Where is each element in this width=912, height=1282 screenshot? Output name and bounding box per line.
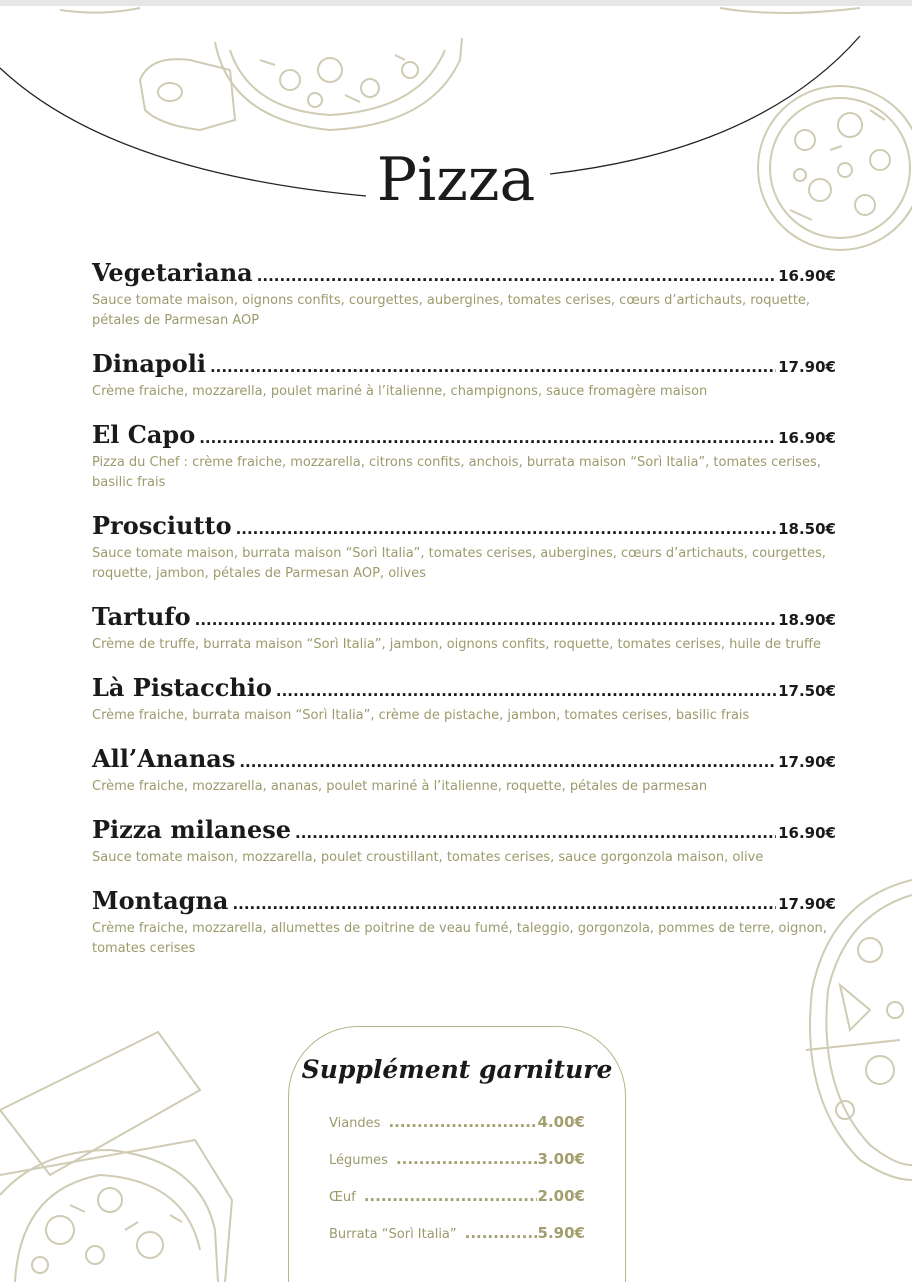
item-description: Crème de truffe, burrata maison “Sorì Italia”, jambon, oignons confits, roquette, tomates cerises, huile de truffe (92, 637, 821, 652)
menu-item (92, 744, 836, 797)
item-name: Pizza milanese (92, 815, 292, 844)
item-description: Crème fraiche, burrata maison “Sorì Italia”, crème de pistache, jambon, tomates cerises, basilic frais (92, 708, 750, 723)
item-price: 17.50€ (778, 682, 836, 700)
item-price: 18.90€ (778, 611, 836, 629)
dot-leader (232, 895, 776, 913)
item-price: 17.90€ (778, 895, 836, 913)
menu-item (92, 815, 836, 868)
supplement-price: 5.90€ (537, 1224, 585, 1242)
menu-item (92, 349, 836, 402)
item-description: Crème fraiche, mozzarella, ananas, poulet mariné à l’italienne, roquette, pétales de parmesan (92, 779, 708, 794)
item-name: Tartufo (92, 602, 191, 631)
supplement-name: Viandes (329, 1116, 381, 1131)
item-description: Sauce tomate maison, burrata maison “Sorì Italia”, tomates cerises, aubergines, cœurs d’artichauts, courgettes, roquette, jambon, pétales de Parmesan AOP, olives (92, 546, 826, 581)
item-name: El Capo (92, 420, 196, 449)
page-title: Pizza (376, 145, 536, 215)
supplement-name: Œuf (329, 1190, 356, 1205)
dot-leader (195, 611, 776, 629)
supplement-row (329, 1150, 585, 1187)
supplement-name: Légumes (329, 1153, 388, 1168)
dot-leader (364, 1187, 537, 1205)
menu-item (92, 258, 836, 331)
dot-leader (210, 358, 776, 376)
item-description: Crème fraiche, mozzarella, poulet mariné à l’italienne, champignons, sauce fromagère maison (92, 384, 708, 399)
menu-item (92, 420, 836, 493)
item-name: Montagna (92, 886, 229, 915)
dot-leader (199, 429, 776, 447)
supplement-price: 3.00€ (537, 1150, 585, 1168)
supplement-price: 2.00€ (537, 1187, 585, 1205)
supplement-row (329, 1224, 585, 1261)
dot-leader (295, 824, 776, 842)
supplement-panel (288, 1026, 626, 1282)
item-price: 16.90€ (778, 267, 836, 285)
item-price: 18.50€ (778, 520, 836, 538)
supplement-list (329, 1113, 585, 1261)
dot-leader (239, 753, 776, 771)
menu-item (92, 602, 836, 655)
dot-leader (236, 520, 777, 538)
supplement-row (329, 1187, 585, 1224)
item-name: All’Ananas (92, 744, 236, 773)
pizza-menu-list (92, 258, 836, 977)
dot-leader (257, 267, 776, 285)
item-price: 16.90€ (778, 824, 836, 842)
item-name: Vegetariana (92, 258, 253, 287)
item-name: Là Pistacchio (92, 673, 272, 702)
item-description: Pizza du Chef : crème fraiche, mozzarella, citrons confits, anchois, burrata maison “Sorì Italia”, tomates cerises, basilic frais (92, 455, 821, 490)
item-price: 17.90€ (778, 358, 836, 376)
menu-item (92, 511, 836, 584)
item-description: Sauce tomate maison, mozzarella, poulet croustillant, tomates cerises, sauce gorgonzola maison, olive (92, 850, 764, 865)
supplement-name: Burrata “Sorì Italia” (329, 1227, 457, 1242)
item-name: Dinapoli (92, 349, 206, 378)
menu-item (92, 886, 836, 959)
pizza-board-sketch (140, 38, 462, 130)
supplement-title: Supplément garniture (301, 1055, 613, 1084)
menu-item (92, 673, 836, 726)
item-description: Crème fraiche, mozzarella, allumettes de poitrine de veau fumé, taleggio, gorgonzola, pommes de terre, oignon, tomates cerises (92, 921, 827, 956)
pizza-box-sketch (0, 1032, 232, 1282)
item-price: 17.90€ (778, 753, 836, 771)
dot-leader (465, 1224, 537, 1242)
dot-leader (388, 1113, 536, 1131)
dot-leader (276, 682, 776, 700)
item-price: 16.90€ (778, 429, 836, 447)
item-name: Prosciutto (92, 511, 232, 540)
dot-leader (396, 1150, 537, 1168)
item-description: Sauce tomate maison, oignons confits, courgettes, aubergines, tomates cerises, cœurs d’artichauts, roquette, pétales de Parmesan AOP (92, 293, 811, 328)
supplement-row (329, 1113, 585, 1150)
supplement-price: 4.00€ (537, 1113, 585, 1131)
